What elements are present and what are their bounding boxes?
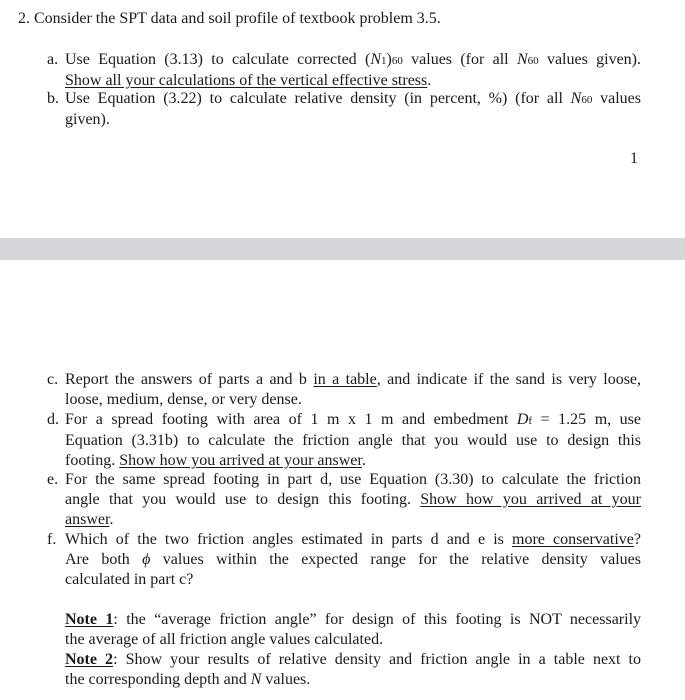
part-c-line2: loose, medium, dense, or very dense. — [65, 391, 302, 408]
note-2-line1: Note 2: Show your results of relative density and friction angle in a table next to — [65, 651, 642, 668]
part-d-marker: d. — [47, 411, 59, 428]
part-b-line2: given). — [65, 111, 110, 128]
note-1-line1: Note 1: the “average friction angle” for design of this footing is NOT necessarily — [65, 611, 642, 628]
part-e-line1: For the same spread footing in part d, use Equation (3.30) to calculate the friction — [65, 471, 641, 488]
part-a-line1: Use Equation (3.13) to calculate corrected (N1)60 values (for all N60 values given). — [65, 51, 642, 68]
page-divider — [0, 238, 685, 260]
part-d-line1: For a spread footing with area of 1 m x 1 m and embedment Df = 1.25 m, use — [65, 411, 642, 428]
part-d-line2: Equation (3.31b) to calculate the friction angle that you would use to design this — [65, 432, 641, 449]
part-c-marker: c. — [47, 371, 59, 388]
page-number: 1 — [630, 150, 638, 167]
part-e-line3: answer. — [65, 511, 114, 528]
part-f-marker: f. — [47, 531, 57, 548]
page-bottom — [0, 260, 685, 700]
note-2-label: Note 2 — [65, 651, 114, 668]
note-1 — [65, 610, 641, 650]
part-d-line3: footing. Show how you arrived at your answer. — [65, 452, 366, 469]
part-c-line1: Report the answers of parts a and b in a table, and indicate if the sand is very loose, — [65, 371, 642, 388]
note-1-line2: the average of all friction angle values calculated. — [65, 631, 384, 648]
part-a-marker: a. — [47, 51, 59, 68]
question-title: 2. Consider the SPT data and soil profile of textbook problem 3.5. — [18, 10, 441, 27]
page-top — [0, 0, 685, 238]
part-e-line2: angle that you would use to design this footing. Show how you arrived at your — [65, 491, 641, 508]
note-2 — [65, 650, 641, 690]
note-1-label: Note 1 — [65, 611, 114, 628]
part-f-line1: Which of the two friction angles estimated in parts d and e is more conservative? — [65, 531, 641, 548]
part-b-marker: b. — [47, 90, 59, 107]
part-b-line1: Use Equation (3.22) to calculate relative density (in percent, %) (for all N60 values — [65, 90, 642, 107]
part-f-line2: Are both ϕ values within the expected range for the relative density values — [65, 551, 641, 568]
part-f-line3: calculated in part c? — [65, 571, 194, 588]
part-a-line2: Show all your calculations of the vertical effective stress. — [65, 72, 432, 89]
phi-symbol: ϕ — [142, 551, 151, 568]
note-2-line2: the corresponding depth and N values. — [65, 671, 311, 688]
part-e-marker: e. — [47, 471, 59, 488]
